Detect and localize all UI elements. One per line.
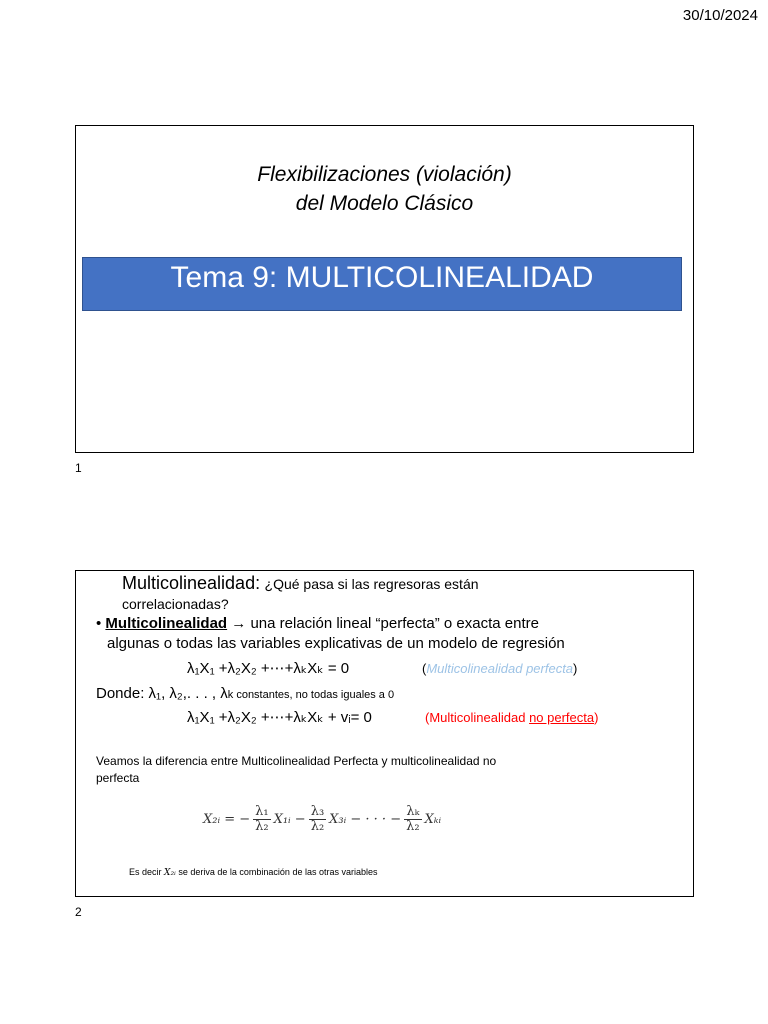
footnote-variable: X₂ᵢ: [164, 868, 176, 878]
page-number-1: 1: [75, 461, 82, 475]
slide-2-heading: Multicolinealidad:: [122, 573, 261, 593]
equation-imperfect: λ₁X₁ +λ₂X₂ +⋯+λₖXₖ + vᵢ= 0: [187, 709, 372, 726]
question-line-1: ¿Qué pasa si las regresoras están: [264, 576, 479, 592]
formula-term-1: X₁ᵢ −: [273, 812, 306, 827]
equation-imperfect-note: (Multicolinealidad no perfecta): [425, 710, 599, 725]
question-line-2: correlacionadas?: [122, 596, 229, 612]
perfect-note-label: Multicolinealidad perfecta: [426, 661, 574, 676]
formula-term-2: X₃ᵢ − · · · −: [329, 812, 402, 827]
slide-1-title: Tema 9: MULTICOLINEALIDAD: [82, 257, 682, 311]
formula-lhs: X₂ᵢ = −: [203, 812, 251, 827]
slide-2-heading-row: [122, 573, 479, 594]
difference-line-2: perfecta: [96, 771, 140, 785]
definition-bullet: [96, 615, 539, 632]
donde-label: Donde: λ₁, λ₂,. . . , λ: [96, 685, 228, 702]
fraction-2: $\frac{\text{λ₃}}{\text{λ₂}}$: [310, 804, 325, 834]
slide-1-subtitle: [76, 160, 693, 218]
subtitle-line-2: del Modelo Clásico: [295, 192, 474, 215]
subtitle-line-1: Flexibilizaciones (violación): [257, 163, 512, 186]
document-date: 30/10/2024: [682, 7, 758, 24]
bullet-dot: •: [96, 615, 106, 632]
difference-line-1: Veamos la diferencia entre Multicolinealidad Perfecta y multicolinealidad no: [96, 754, 497, 768]
donde-subtext: k constantes, no todas iguales a 0: [227, 689, 395, 701]
footnote: Es decir X₂ᵢ se deriva de la combinación de las otras variables: [129, 867, 378, 878]
page-number-2: 2: [75, 905, 82, 919]
formula-term-3: Xₖᵢ: [424, 812, 442, 827]
bullet-term: Multicolinealidad: [105, 615, 228, 632]
slide-1: [75, 125, 694, 453]
slide-2: [75, 570, 694, 897]
fraction-1: $\frac{\text{λ₁}}{\text{λ₂}}$: [255, 804, 269, 834]
fraction-3: $\frac{\text{λₖ}}{\text{λ₂}}$: [406, 804, 420, 834]
donde-line: [96, 685, 394, 703]
equation-perfect-note: (Multicolinealidad perfecta): [422, 661, 578, 676]
no-perfecta-underlined: no perfecta: [529, 710, 595, 725]
bullet-text-line-1: una relación lineal “perfecta” o exacta entre: [250, 615, 539, 632]
equation-perfect: λ₁X₁ +λ₂X₂ +⋯+λₖXₖ = 0: [187, 660, 350, 677]
arrow-right-icon: →: [231, 615, 247, 632]
derivation-formula: [203, 805, 441, 834]
bullet-text-line-2: algunas o todas las variables explicativas de un modelo de regresión: [107, 635, 565, 652]
